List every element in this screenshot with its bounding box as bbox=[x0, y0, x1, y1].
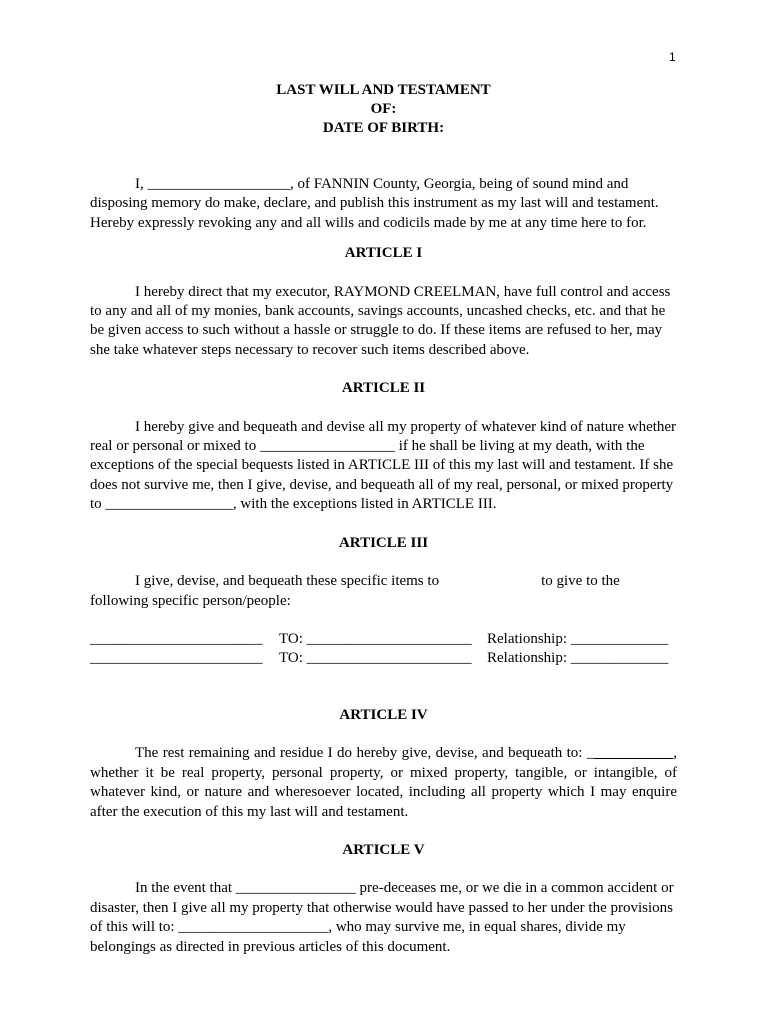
to-label: TO: bbox=[279, 630, 303, 647]
residuary-beneficiary-blank bbox=[594, 745, 673, 761]
bequest-recipient bbox=[279, 630, 487, 650]
article-3-text-part-2: to give to the following specific person/people: bbox=[90, 573, 620, 609]
article-4-heading: ARTICLE IV bbox=[339, 706, 428, 723]
title-line-1: LAST WILL AND TESTAMENT bbox=[276, 82, 491, 98]
intro-paragraph: I, ___________________, of FANNIN County, Georgia, being of sound mind and disposing memory do make, declare, and publish this instrument as my last will and testament. Hereby expressly revoking any and all wills and codicils made by me at any time here to for. bbox=[90, 176, 659, 231]
to-blank: ______________________ bbox=[306, 650, 472, 667]
article-2-text: I hereby give and bequeath and devise all my property of whatever kind of nature whether real or personal or mixed to __________________ if he shall be living at my death, with the exceptions of the special bequests listed in ARTICLE III of this my last will and testament. If she does not survive me, then I give, devise, and bequeath all of my real, personal, or mixed property to _________________, with the exceptions listed in ARTICLE III. bbox=[90, 418, 677, 513]
to-blank: ______________________ bbox=[306, 630, 472, 647]
article-4-text-part-1: The rest remaining and residue I do hereby give, devise, and bequeath to: _ bbox=[135, 745, 595, 762]
bequest-row bbox=[90, 649, 677, 669]
bequest-row bbox=[90, 630, 677, 650]
relationship-label: Relationship: bbox=[487, 630, 567, 647]
article-4-text-part-2: , whether it be real property, personal property, or mixed property, tangible, or intangible, of whatever kind, or nature and wheresoever located, including all property which I may enquire after the execution of this my last will and testament. bbox=[90, 745, 677, 820]
article-3-heading: ARTICLE III bbox=[338, 534, 429, 551]
document-title bbox=[90, 81, 677, 138]
document-body bbox=[90, 81, 677, 957]
relationship-blank: _____________ bbox=[570, 630, 669, 647]
specific-bequests-table bbox=[90, 630, 677, 669]
to-label: TO: bbox=[279, 650, 303, 667]
bequest-relationship bbox=[487, 630, 677, 650]
article-2-heading: ARTICLE II bbox=[341, 380, 426, 397]
article-5-heading: ARTICLE V bbox=[342, 841, 425, 858]
title-line-3: DATE OF BIRTH: bbox=[322, 120, 445, 136]
article-5-text: In the event that ________________ pre-deceases me, or we die in a common accident or disaster, then I give all my property that otherwise would have passed to her under the provisions of this will to: ____________________, who may survive me, in equal shares, divide my belongings as directed in previous articles of this document. bbox=[90, 880, 674, 955]
bequest-item-blank: _______________________ bbox=[90, 650, 263, 667]
article-4-text bbox=[90, 744, 677, 822]
article-3-text-part-1: I give, devise, and bequeath these specific items to bbox=[135, 573, 440, 590]
page-number: 1 bbox=[669, 50, 676, 64]
article-1-heading: ARTICLE I bbox=[344, 245, 423, 262]
title-line-2: OF: bbox=[370, 101, 397, 117]
bequest-item-blank: _______________________ bbox=[90, 630, 263, 647]
relationship-blank: _____________ bbox=[570, 650, 669, 667]
bequest-recipient bbox=[279, 649, 487, 669]
relationship-label: Relationship: bbox=[487, 650, 567, 667]
article-1-text: I hereby direct that my executor, RAYMOND CREELMAN, have full control and access to any and all of my monies, bank accounts, savings accounts, uncashed checks, etc. and that he be given access to such without a hassle or struggle to do. If these items are refused to her, may she take whatever steps necessary to recover such items described above. bbox=[90, 283, 671, 358]
bequest-relationship bbox=[487, 649, 677, 669]
article-3-text bbox=[90, 572, 677, 611]
